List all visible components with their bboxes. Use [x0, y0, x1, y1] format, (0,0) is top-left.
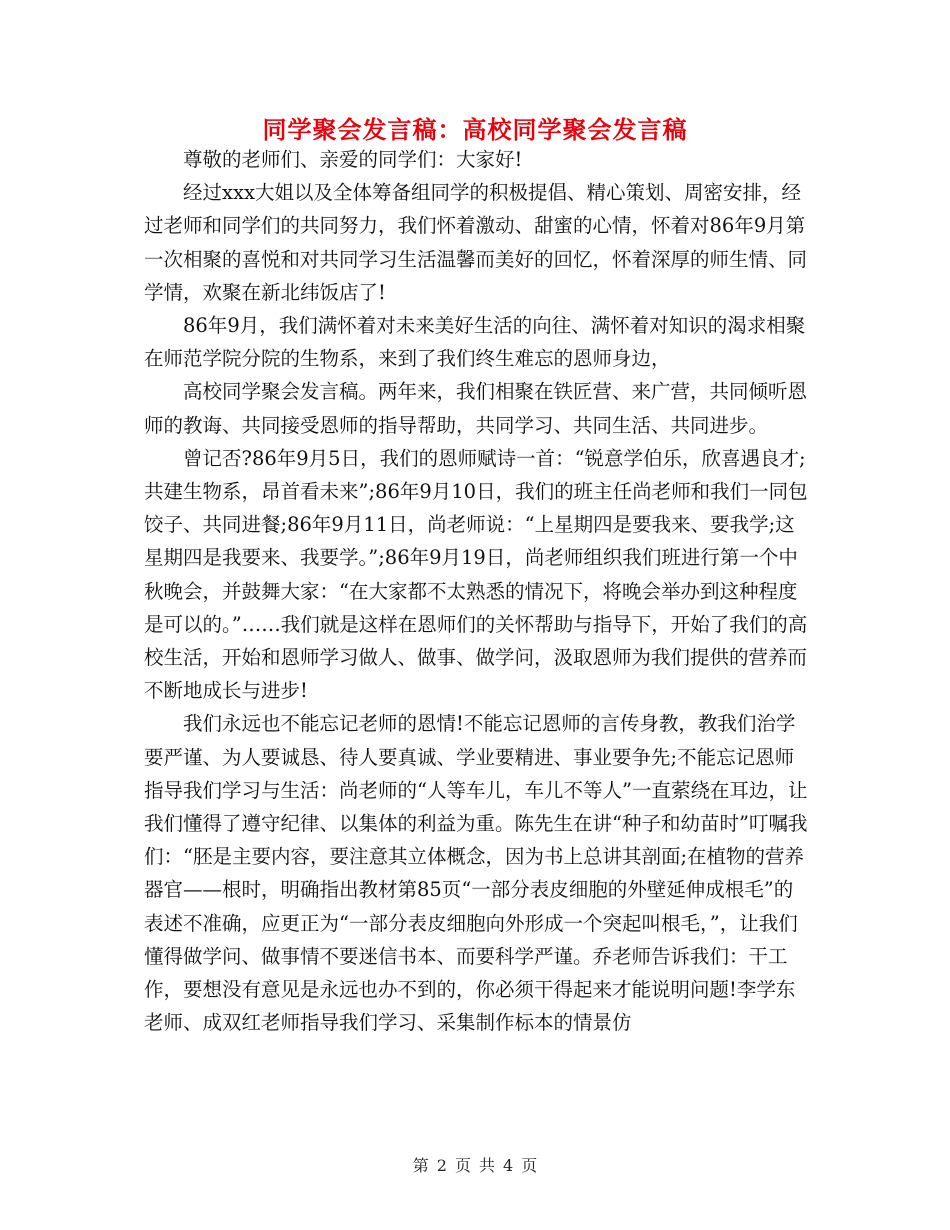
- paragraph-4: 曾记否?86年9月5日，我们的恩师赋诗一首：“锐意学伯乐，欣喜遇良才;共建生物系，昂首看未来”;86年9月10日，我们的班主任尚老师和我们一同包饺子、共同进餐;86年9月11日，尚老师说：“上星期四是要我来、要我学;这星期四是我要来、我要学。”;86年9月19日，尚老师组织我们班进行第一个中秋晚会，并鼓舞大家：“在大家都不太熟悉的情况下，将晚会举办到这种程度是可以的。”……我们就是这样在恩师们的关怀帮助与指导下，开始了我们的高校生活，开始和恩师学习做人、做事、做学问，汲取恩师为我们提供的营养而不断地成长与进步!: [144, 446, 808, 703]
- paragraph-1: 经过xxx大姐以及全体筹备组同学的积极提倡、精心策划、周密安排，经过老师和同学们的共同努力，我们怀着激动、甜蜜的心情，怀着对86年9月第一次相聚的喜悦和对共同学习生活温馨而美好的回忆，怀着深厚的师生情、同学情，欢聚在新北纬饭店了!: [144, 181, 808, 304]
- footer-total-label: 共: [479, 1156, 496, 1175]
- paragraph-greeting: 尊敬的老师们、亲爱的同学们：大家好!: [183, 148, 523, 171]
- footer-page-label: 第: [412, 1156, 429, 1175]
- footer-page-number: 2: [436, 1156, 447, 1175]
- footer-total-unit: 页: [521, 1156, 538, 1175]
- paragraph-5: 我们永远也不能忘记老师的恩情!不能忘记恩师的言传身教，教我们治学要严谨、为人要诚恳、待人要真诚、学业要精进、事业要争先;不能忘记恩师指导我们学习与生活：尚老师的“人等车儿，车儿不等人”一直萦绕在耳边，让我们懂得了遵守纪律、以集体的利益为重。陈先生在讲“种子和幼苗时”叮嘱我们：“胚是主要内容，要注意其立体概念，因为书上总讲其剖面;在植物的营养器官——根时，明确指出教材第85页“一部分表皮细胞的外壁延伸成根毛”的表述不准确，应更正为“一部分表皮细胞向外形成一个突起叫根毛，”，让我们懂得做学问、做事情不要迷信书本、而要科学严谨。乔老师告诉我们：干工作，要想没有意见是永远也办不到的，你必须干得起来才能说明问题!李学东老师、成双红老师指导我们学习、采集制作标本的情景仿: [144, 712, 808, 1035]
- document-body: [144, 143, 812, 1039]
- page-footer: [0, 1153, 950, 1176]
- paragraph-3: 高校同学聚会发言稿。两年来，我们相聚在铁匠营、来广营，共同倾听恩师的教诲、共同接受恩师的指导帮助，共同学习、共同生活、共同进步。: [144, 380, 808, 437]
- paragraph-2: 86年9月，我们满怀着对未来美好生活的向往、满怀着对知识的渴求相聚在师范学院分院的生物系，来到了我们终生难忘的恩师身边，: [144, 314, 806, 371]
- footer-total-pages: 4: [503, 1156, 514, 1175]
- footer-page-unit: 页: [454, 1156, 471, 1175]
- document-title: 同学聚会发言稿：高校同学聚会发言稿: [262, 116, 688, 144]
